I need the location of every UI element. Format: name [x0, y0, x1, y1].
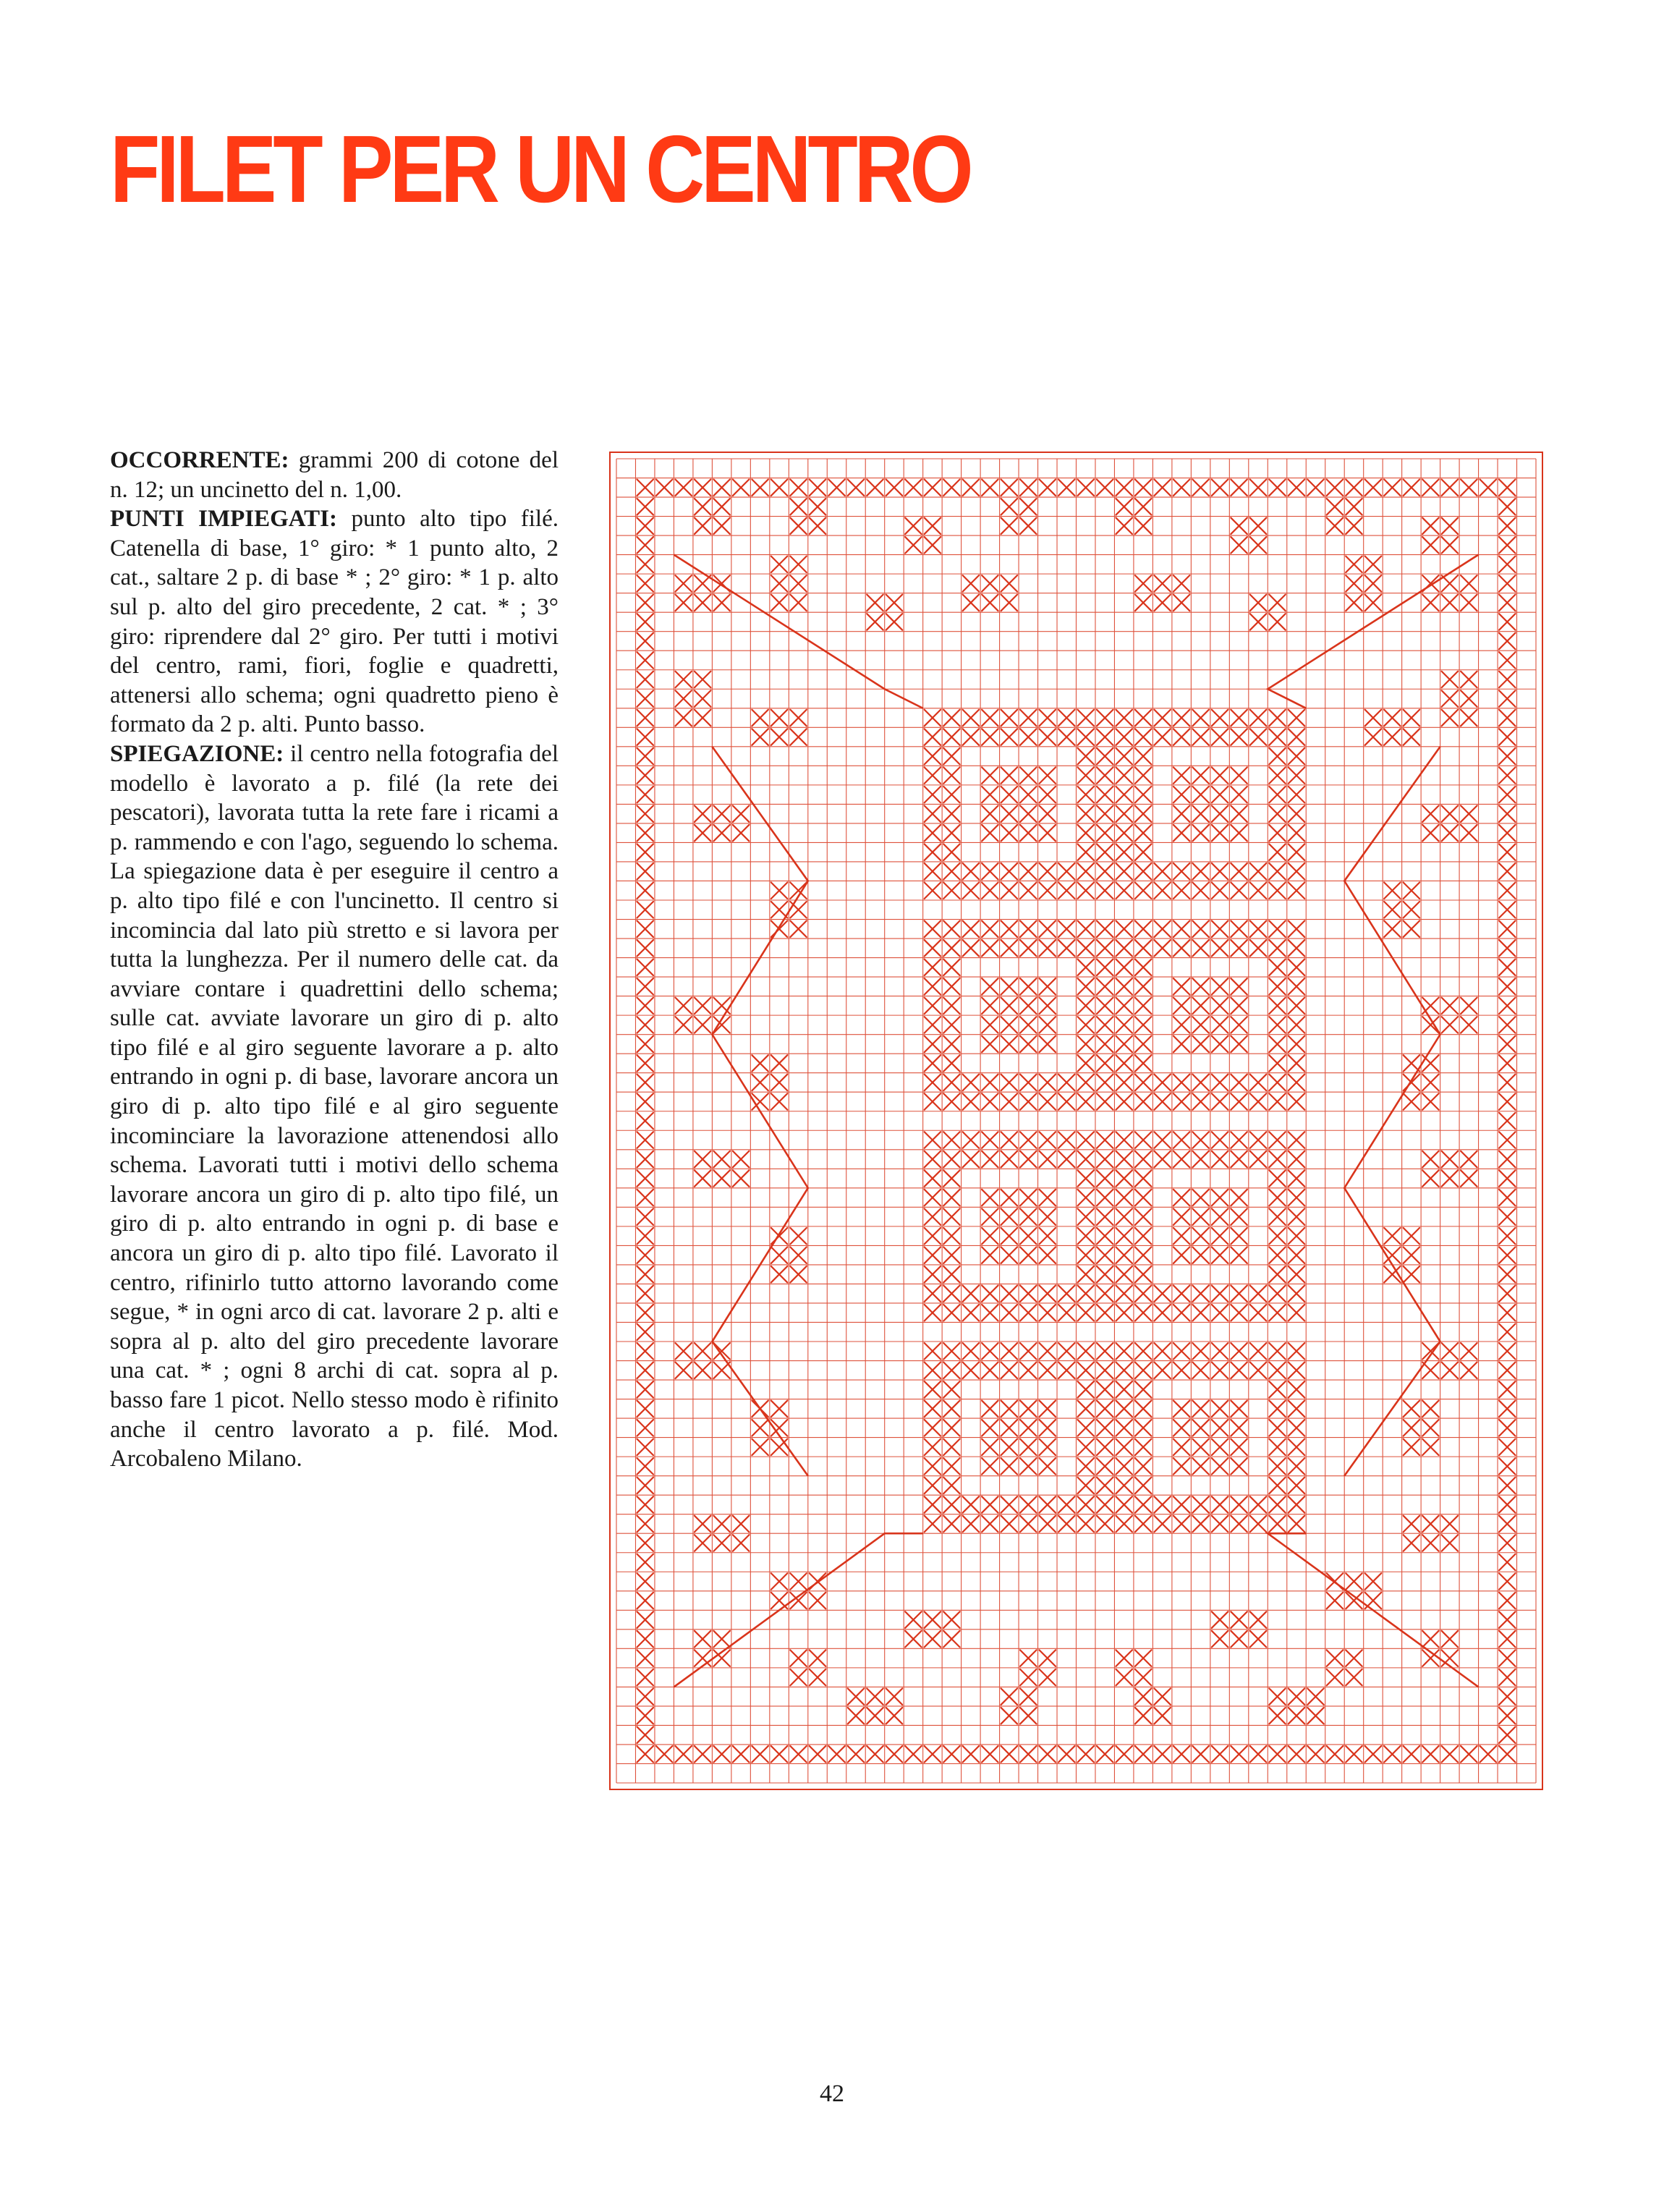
chart-grid	[616, 459, 1536, 1783]
punti-text: punto alto tipo filé. Catenella di base, 1° giro: * 1 punto alto, 2 cat., saltare 2 p. di base * ; 2° giro: * 1 p. alto sul p. alto del giro precedente, 2 cat. * ; 3° giro: riprendere dal 2° giro. Per tutti i motivi del centro, rami, fiori, foglie e quadretti, attenersi allo schema; ogni quadretto pieno è formato da 2 p. alti. Punto basso.	[110, 506, 559, 738]
punti-paragraph	[110, 504, 559, 740]
filet-chart-svg	[609, 452, 1543, 1790]
instructions-text	[110, 446, 559, 1474]
filet-chart	[609, 452, 1543, 1790]
spiegazione-label: SPIEGAZIONE:	[110, 740, 284, 767]
occorrente-paragraph	[110, 446, 559, 504]
occorrente-label: OCCORRENTE:	[110, 447, 289, 473]
occorrente-text: grammi 200 di cotone del n. 12; un uncinetto del n. 1,00.	[110, 447, 559, 503]
spiegazione-paragraph	[110, 740, 559, 1474]
page-title: FILET PER UN CENTRO	[110, 116, 970, 222]
page-number: 42	[820, 2080, 844, 2107]
punti-label: PUNTI IMPIEGATI:	[110, 506, 338, 533]
spiegazione-text: il centro nella fotografia del modello è lavorato a p. filé (la rete dei pescatori), lavorata tutta la rete fare i ricami a p. rammendo e con l'ago, seguendo lo schema. La spiegazione data è per eseguire il centro a p. alto tipo filé e con l'uncinetto. Il centro si incomincia dal lato più stretto e si lavora per tutta la lunghezza. Per il numero delle cat. da avviare contare i quadrettini dello schema; sulle cat. avviate lavorare un giro di p. alto tipo filé e al giro seguente lavorare a p. alto entrando in ogni p. di base, lavorare ancora un giro di p. alto tipo filé e al giro seguente incominciare la lavorazione attenendosi allo schema. Lavorati tutti i motivi dello schema lavorare ancora un giro di p. alto tipo filé, un giro di p. alto entrando in ogni p. di base e ancora un giro di p. alto tipo filé. Lavorato il centro, rifinirlo tutto attorno lavorando come segue, * in ogni arco di cat. lavorare 2 p. alti e sopra al p. alto del giro precedente lavorare una cat. * ; ogni 8 archi di cat. sopra al p. basso fare 1 picot. Nello stesso modo è rifinito anche il centro lavorato a p. filé. Mod. Arcobaleno Milano.	[110, 740, 559, 1472]
